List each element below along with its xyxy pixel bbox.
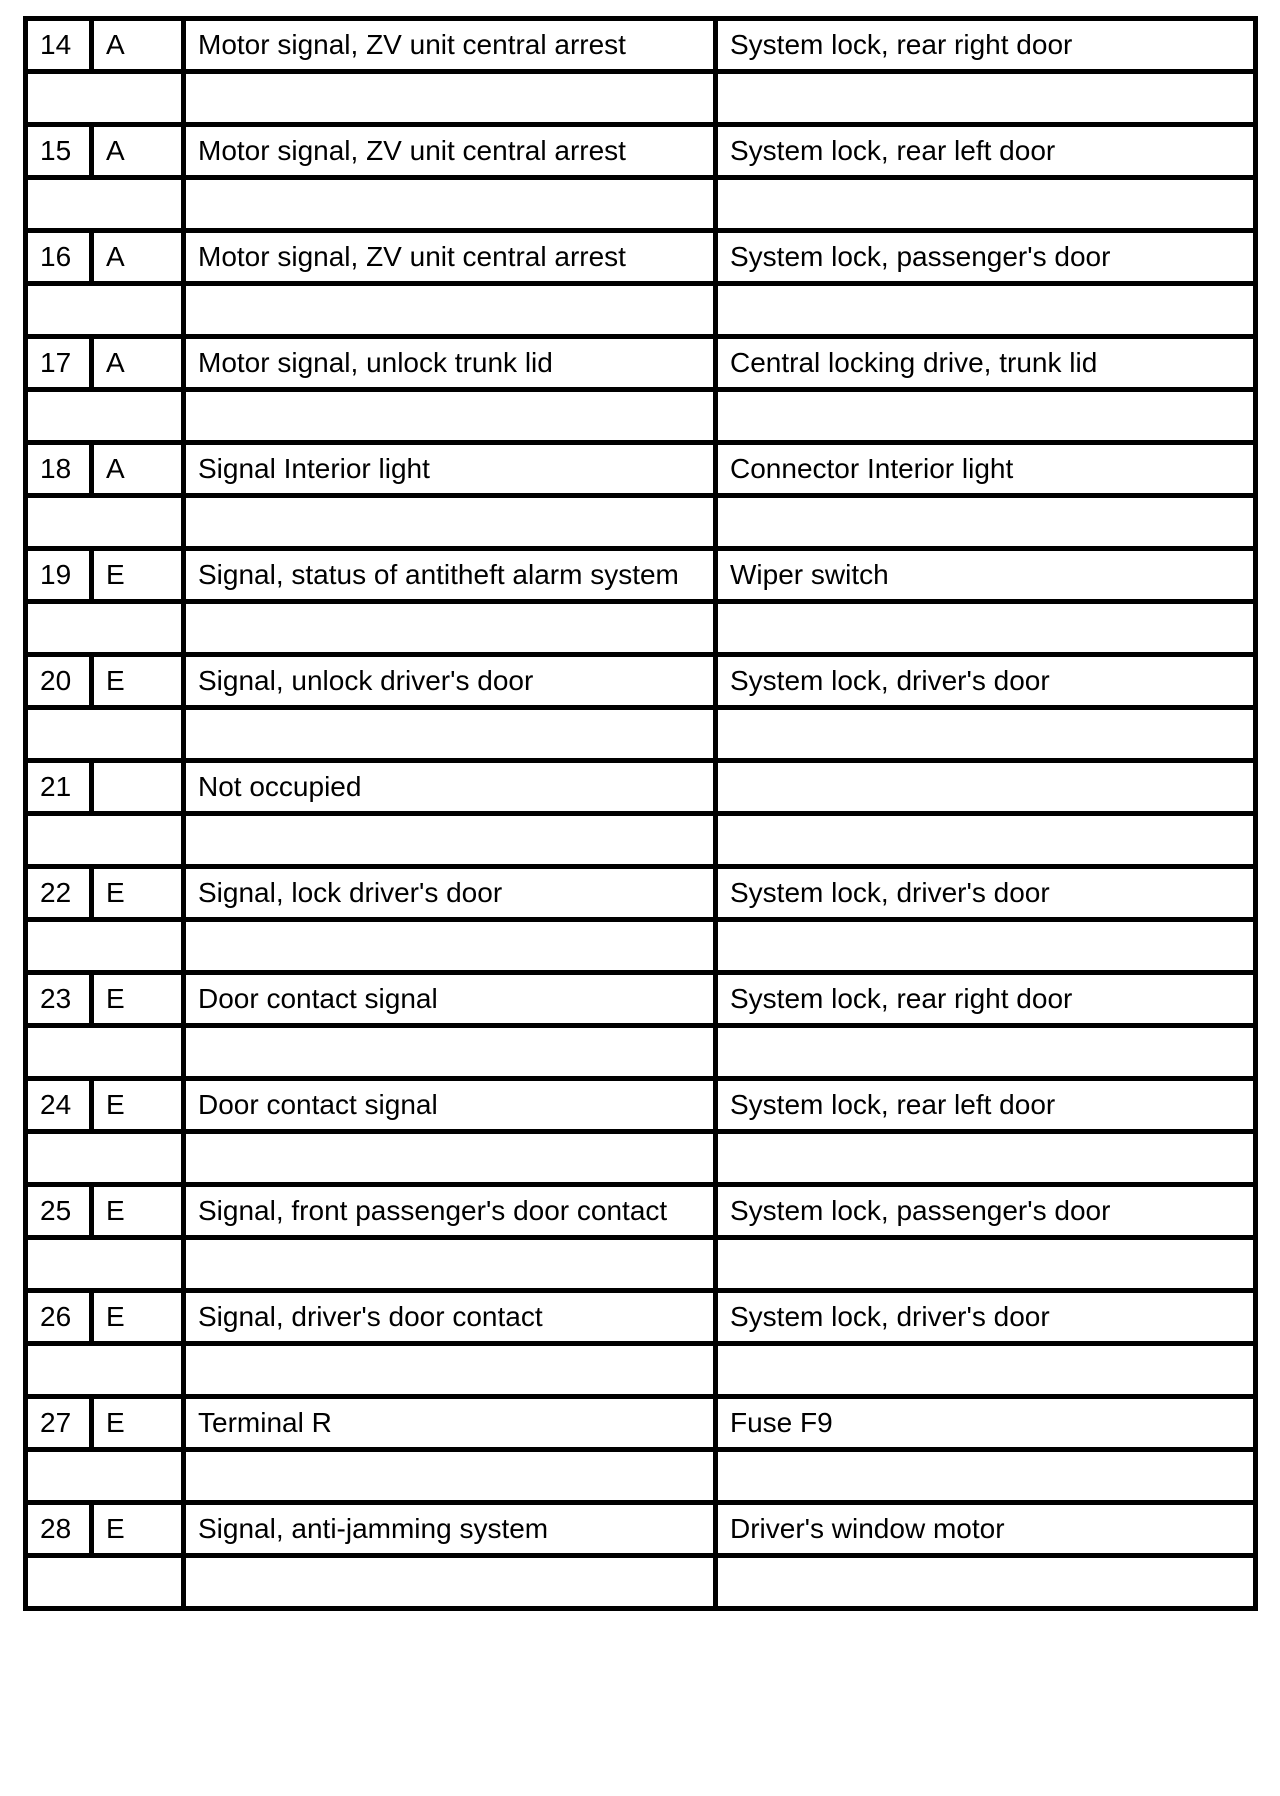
destination-cell: System lock, rear right door (716, 19, 1256, 72)
direction-cell: A (92, 125, 184, 178)
table-row (26, 337, 1256, 390)
spacer-cell (716, 72, 1256, 125)
direction-cell: E (92, 1185, 184, 1238)
spacer-row (26, 1450, 1256, 1503)
spacer-row (26, 178, 1256, 231)
table-row (26, 125, 1256, 178)
spacer-row (26, 602, 1256, 655)
table-row (26, 1291, 1256, 1344)
direction-cell: A (92, 337, 184, 390)
table-row (26, 19, 1256, 72)
signal-description-cell: Motor signal, ZV unit central arrest (184, 231, 716, 284)
direction-cell: E (92, 549, 184, 602)
spacer-cell (26, 814, 184, 867)
pin-number-cell: 28 (26, 1503, 92, 1556)
table-row (26, 443, 1256, 496)
spacer-cell (26, 1026, 184, 1079)
spacer-cell (716, 284, 1256, 337)
direction-cell: E (92, 1291, 184, 1344)
signal-description-cell: Door contact signal (184, 973, 716, 1026)
table-row (26, 761, 1256, 814)
pin-number-cell: 14 (26, 19, 92, 72)
signal-description-cell: Signal Interior light (184, 443, 716, 496)
destination-cell: Central locking drive, trunk lid (716, 337, 1256, 390)
pin-number-cell: 20 (26, 655, 92, 708)
destination-cell: System lock, rear right door (716, 973, 1256, 1026)
spacer-cell (716, 178, 1256, 231)
signal-description-cell: Terminal R (184, 1397, 716, 1450)
spacer-cell (26, 1238, 184, 1291)
signal-description-cell: Signal, driver's door contact (184, 1291, 716, 1344)
direction-cell: A (92, 443, 184, 496)
destination-cell: System lock, rear left door (716, 125, 1256, 178)
spacer-cell (26, 1556, 184, 1609)
spacer-cell (26, 920, 184, 973)
signal-description-cell: Signal, status of antitheft alarm system (184, 549, 716, 602)
spacer-cell (716, 1344, 1256, 1397)
table-row (26, 1397, 1256, 1450)
signal-description-cell: Signal, unlock driver's door (184, 655, 716, 708)
spacer-cell (184, 1344, 716, 1397)
table-row (26, 1503, 1256, 1556)
pin-number-cell: 16 (26, 231, 92, 284)
direction-cell: A (92, 231, 184, 284)
table-row (26, 549, 1256, 602)
spacer-cell (716, 1026, 1256, 1079)
destination-cell: Connector Interior light (716, 443, 1256, 496)
direction-cell: E (92, 1503, 184, 1556)
spacer-row (26, 814, 1256, 867)
pin-assignment-table (23, 16, 1258, 1611)
spacer-cell (26, 1450, 184, 1503)
spacer-cell (26, 284, 184, 337)
spacer-cell (184, 1556, 716, 1609)
spacer-cell (716, 708, 1256, 761)
destination-cell: Wiper switch (716, 549, 1256, 602)
pin-number-cell: 22 (26, 867, 92, 920)
spacer-row (26, 920, 1256, 973)
pin-number-cell: 26 (26, 1291, 92, 1344)
destination-cell: System lock, driver's door (716, 655, 1256, 708)
spacer-row (26, 496, 1256, 549)
pin-number-cell: 15 (26, 125, 92, 178)
spacer-cell (184, 602, 716, 655)
spacer-row (26, 708, 1256, 761)
destination-cell: System lock, passenger's door (716, 231, 1256, 284)
spacer-cell (26, 708, 184, 761)
spacer-cell (26, 178, 184, 231)
table-body (26, 19, 1256, 1609)
direction-cell (92, 761, 184, 814)
signal-description-cell: Motor signal, unlock trunk lid (184, 337, 716, 390)
direction-cell: E (92, 655, 184, 708)
signal-description-cell: Signal, lock driver's door (184, 867, 716, 920)
spacer-cell (716, 496, 1256, 549)
spacer-row (26, 1344, 1256, 1397)
spacer-cell (716, 1132, 1256, 1185)
pin-number-cell: 25 (26, 1185, 92, 1238)
destination-cell: System lock, passenger's door (716, 1185, 1256, 1238)
signal-description-cell: Not occupied (184, 761, 716, 814)
spacer-cell (26, 72, 184, 125)
spacer-cell (184, 920, 716, 973)
signal-description-cell: Motor signal, ZV unit central arrest (184, 19, 716, 72)
spacer-cell (184, 1026, 716, 1079)
signal-description-cell: Signal, anti-jamming system (184, 1503, 716, 1556)
spacer-cell (184, 1450, 716, 1503)
spacer-cell (716, 1238, 1256, 1291)
spacer-row (26, 1238, 1256, 1291)
destination-cell: System lock, driver's door (716, 1291, 1256, 1344)
direction-cell: A (92, 19, 184, 72)
table-row (26, 1185, 1256, 1238)
spacer-row (26, 1556, 1256, 1609)
spacer-cell (716, 602, 1256, 655)
table-row (26, 973, 1256, 1026)
spacer-row (26, 1132, 1256, 1185)
direction-cell: E (92, 1079, 184, 1132)
destination-cell: Driver's window motor (716, 1503, 1256, 1556)
spacer-cell (26, 496, 184, 549)
pin-number-cell: 18 (26, 443, 92, 496)
pin-number-cell: 19 (26, 549, 92, 602)
spacer-cell (716, 390, 1256, 443)
pin-number-cell: 21 (26, 761, 92, 814)
spacer-row (26, 1026, 1256, 1079)
direction-cell: E (92, 1397, 184, 1450)
spacer-cell (26, 1344, 184, 1397)
pin-number-cell: 23 (26, 973, 92, 1026)
pin-number-cell: 17 (26, 337, 92, 390)
destination-cell: System lock, rear left door (716, 1079, 1256, 1132)
table-row (26, 1079, 1256, 1132)
spacer-cell (184, 390, 716, 443)
spacer-cell (184, 1132, 716, 1185)
destination-cell: System lock, driver's door (716, 867, 1256, 920)
spacer-cell (184, 814, 716, 867)
spacer-row (26, 284, 1256, 337)
direction-cell: E (92, 973, 184, 1026)
spacer-cell (716, 1556, 1256, 1609)
signal-description-cell: Motor signal, ZV unit central arrest (184, 125, 716, 178)
signal-description-cell: Door contact signal (184, 1079, 716, 1132)
pin-number-cell: 27 (26, 1397, 92, 1450)
spacer-cell (716, 1450, 1256, 1503)
spacer-cell (26, 1132, 184, 1185)
spacer-cell (184, 708, 716, 761)
destination-cell (716, 761, 1256, 814)
spacer-cell (184, 72, 716, 125)
spacer-cell (716, 814, 1256, 867)
destination-cell: Fuse F9 (716, 1397, 1256, 1450)
spacer-cell (184, 178, 716, 231)
spacer-row (26, 390, 1256, 443)
spacer-cell (26, 390, 184, 443)
table-row (26, 231, 1256, 284)
spacer-cell (184, 496, 716, 549)
spacer-cell (184, 284, 716, 337)
spacer-row (26, 72, 1256, 125)
table-row (26, 867, 1256, 920)
direction-cell: E (92, 867, 184, 920)
table-row (26, 655, 1256, 708)
spacer-cell (26, 602, 184, 655)
spacer-cell (184, 1238, 716, 1291)
pin-number-cell: 24 (26, 1079, 92, 1132)
signal-description-cell: Signal, front passenger's door contact (184, 1185, 716, 1238)
spacer-cell (716, 920, 1256, 973)
